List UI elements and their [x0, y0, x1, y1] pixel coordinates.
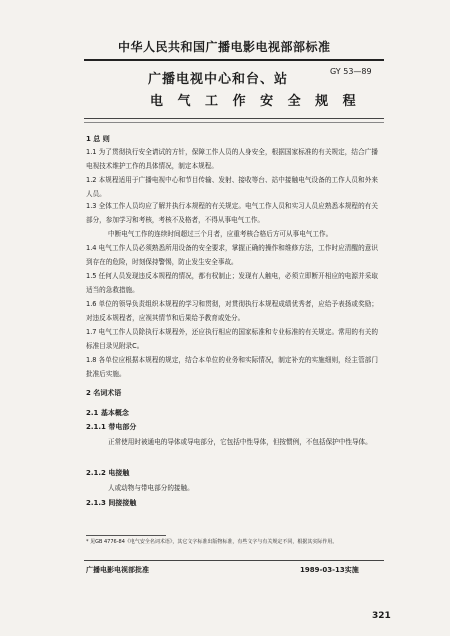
- footnote-text: * 见GB 4776-84《电气安全名词术语》，其它文字标准出版物标准，有些文字与有关规定不同，根据其实际作用。: [86, 539, 338, 545]
- standard-body-header: 中华人民共和国广播电影电视部部标准: [118, 40, 331, 54]
- paragraph-2-1-2: 人或动物与带电部分的接触。: [108, 484, 194, 492]
- section-2-heading: 2 名词术语: [86, 389, 122, 397]
- subsection-2-1-1: 2.1.1 带电部分: [86, 423, 137, 431]
- document-title-line1: 广播电视中心和台、站: [148, 72, 289, 87]
- effective-date: 1989-03-13实施: [300, 566, 359, 574]
- section-1-heading: 1 总 则: [86, 135, 110, 143]
- footer-rule: [84, 560, 384, 561]
- title-rule: [84, 118, 384, 119]
- subsection-2-1: 2.1 基本概念: [86, 409, 129, 417]
- issuer-label: 广播电影电视部批准: [86, 566, 149, 574]
- paragraph-1-1: 1.1 为了贯彻执行安全请试的方针，保障工作人员的人身安全，根据国家标准的有关规定，结合广播电视技术维护工作的具体情况，制定本规程。: [86, 148, 378, 170]
- paragraph-1-2: 1.2 本规程适用于广播电视中心和节目传输、发射、接收等台、站中接触电气设备的工作人员和外来人员。: [86, 176, 378, 198]
- standard-number: GY 53—89: [330, 67, 372, 76]
- paragraph-1-7: 1.7 电气工作人员除执行本规程外，还应执行相应的国家标准和专业标准的有关规定。常用的有关的标准目录见附录C。: [86, 328, 378, 350]
- header-rule: [84, 59, 384, 61]
- paragraph-1-3-continued: 中断电气工作的连续时间超过三个月者，应重考核合格后方可从事电气工作。: [108, 230, 333, 238]
- subsection-2-1-2: 2.1.2 电接触: [86, 469, 130, 477]
- title-rule-secondary: [84, 122, 384, 123]
- page-number: 321: [372, 611, 391, 621]
- footnote-rule: [86, 535, 166, 536]
- document-title-line2: 电 气 工 作 安 全 规 程: [150, 94, 361, 109]
- paragraph-1-4: 1.4 电气工作人员必须熟悉所用设备的安全要求，掌握正确的操作和维修方法，工作时应清醒的意识到存在的危险，时刻保持警惕，防止发生安全事故。: [86, 244, 378, 266]
- paragraph-1-8: 1.8 各单位应根据本规程的规定，结合本单位的业务和实际情况，制定补充的实施细则，经主管部门批准后实施。: [86, 356, 378, 378]
- paragraph-1-6: 1.6 单位的领导负责组织本规程的学习和贯彻，对贯彻执行本规程成绩优秀者，应给予表扬或奖励；对违反本规程者，应视其情节和后果给予教育或处分。: [86, 300, 378, 322]
- subsection-2-1-3: 2.1.3 间接接触: [86, 499, 137, 507]
- paragraph-1-5: 1.5 任何人员发现违反本规程的情况，都有权制止；发现有人触电，必须立即断开相应的电源并采取适当的急救措施。: [86, 272, 378, 294]
- paragraph-1-3: 1.3 全体工作人员均应了解并执行本规程的有关规定。电气工作人员和实习人员应熟悉本规程的有关部分，参加学习和考核，考核不及格者，不得从事电气工作。: [86, 202, 378, 224]
- paragraph-2-1-1: 正常使用时被通电的导体或导电部分，它包括中性导体，但按惯例，不包括保护中性导体。: [108, 438, 372, 446]
